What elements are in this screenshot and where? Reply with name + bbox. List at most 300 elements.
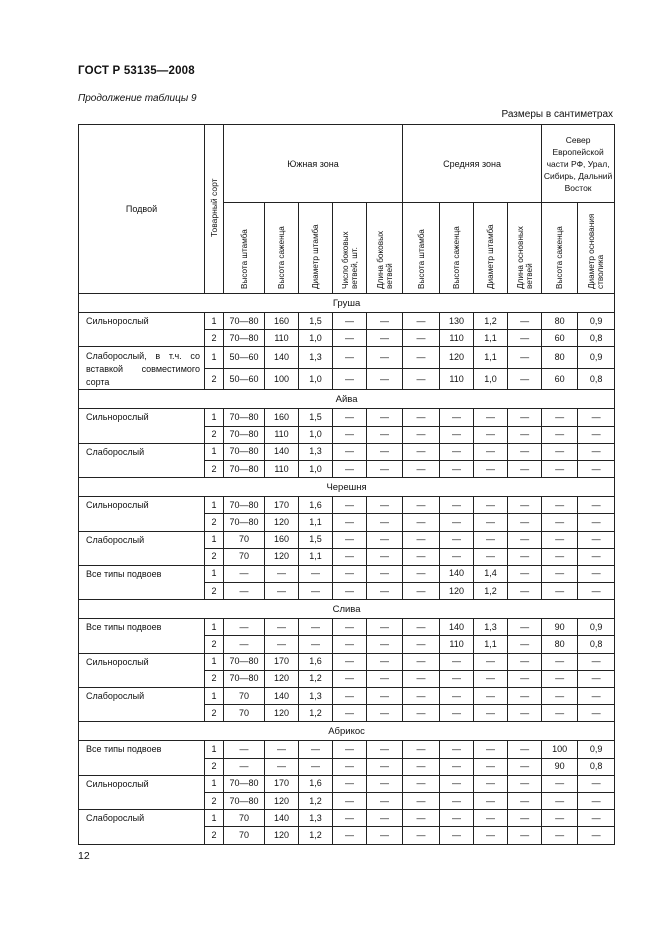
value-cell: — <box>440 497 474 514</box>
value-cell: — <box>224 565 265 582</box>
value-cell: 50—60 <box>224 368 265 390</box>
value-cell: — <box>508 705 542 722</box>
table-body <box>79 294 615 845</box>
value-cell: — <box>508 670 542 687</box>
value-cell: 80 <box>542 347 578 369</box>
value-cell: 170 <box>265 775 299 792</box>
value-cell: — <box>542 775 578 792</box>
sort-cell: 1 <box>205 688 224 705</box>
rootstock-name: Сильнорослый <box>79 313 205 347</box>
value-cell: — <box>333 619 367 636</box>
value-cell: 70—80 <box>224 443 265 460</box>
value-cell: — <box>440 688 474 705</box>
value-cell: — <box>440 775 474 792</box>
sort-cell: 2 <box>205 548 224 565</box>
value-cell: 0,9 <box>578 347 615 369</box>
table-row <box>79 688 615 705</box>
sort-cell: 1 <box>205 497 224 514</box>
value-cell: — <box>333 426 367 443</box>
value-cell: — <box>333 443 367 460</box>
value-cell: 1,3 <box>299 443 333 460</box>
value-cell: 60 <box>542 368 578 390</box>
value-cell: — <box>440 827 474 844</box>
value-cell: — <box>403 347 440 369</box>
value-cell: — <box>403 313 440 330</box>
value-cell: — <box>508 330 542 347</box>
value-cell: — <box>474 741 508 758</box>
value-cell: — <box>367 583 403 600</box>
value-cell: 0,8 <box>578 330 615 347</box>
section-row <box>79 722 615 741</box>
value-cell: 50—60 <box>224 347 265 369</box>
value-cell: — <box>224 619 265 636</box>
value-cell: — <box>403 426 440 443</box>
value-cell: — <box>333 741 367 758</box>
value-cell: 140 <box>440 619 474 636</box>
value-cell: — <box>299 619 333 636</box>
value-cell: — <box>403 670 440 687</box>
value-cell: — <box>224 758 265 775</box>
value-cell: — <box>403 792 440 809</box>
value-cell: — <box>578 792 615 809</box>
value-cell: — <box>403 688 440 705</box>
value-cell: — <box>440 653 474 670</box>
header-north-zone: Север Европейской части РФ, Урал, Сибирь, Дальний Восток <box>542 125 615 203</box>
value-cell: 1,3 <box>299 347 333 369</box>
value-cell: — <box>474 688 508 705</box>
value-cell: — <box>508 653 542 670</box>
table-row <box>79 565 615 582</box>
value-cell: — <box>474 443 508 460</box>
value-cell: — <box>440 792 474 809</box>
value-cell: 70—80 <box>224 514 265 531</box>
value-cell: — <box>403 330 440 347</box>
section-row <box>79 390 615 409</box>
value-cell: 160 <box>265 531 299 548</box>
value-cell: — <box>440 758 474 775</box>
value-cell: — <box>542 688 578 705</box>
value-cell: 140 <box>440 565 474 582</box>
value-cell: — <box>440 670 474 687</box>
section-row <box>79 478 615 497</box>
section-title: Груша <box>79 294 615 313</box>
value-cell: 70—80 <box>224 792 265 809</box>
value-cell: — <box>440 531 474 548</box>
value-cell: — <box>333 670 367 687</box>
sort-cell: 1 <box>205 531 224 548</box>
header-col: Высота штамба <box>403 203 440 294</box>
value-cell: — <box>578 653 615 670</box>
value-cell: — <box>403 827 440 844</box>
sort-cell: 2 <box>205 514 224 531</box>
value-cell: 70 <box>224 688 265 705</box>
value-cell: — <box>367 514 403 531</box>
section-title: Айва <box>79 390 615 409</box>
value-cell: — <box>367 443 403 460</box>
value-cell: 70—80 <box>224 426 265 443</box>
value-cell: — <box>508 409 542 426</box>
rootstock-name: Все типы подвоев <box>79 619 205 653</box>
value-cell: — <box>578 426 615 443</box>
value-cell: — <box>508 531 542 548</box>
value-cell: — <box>508 827 542 844</box>
value-cell: — <box>474 827 508 844</box>
value-cell: — <box>367 670 403 687</box>
value-cell: — <box>333 531 367 548</box>
value-cell: 70 <box>224 531 265 548</box>
table-row <box>79 409 615 426</box>
value-cell: — <box>367 347 403 369</box>
value-cell: — <box>474 758 508 775</box>
value-cell: 120 <box>265 670 299 687</box>
value-cell: — <box>578 775 615 792</box>
sort-cell: 1 <box>205 565 224 582</box>
value-cell: — <box>440 426 474 443</box>
rootstock-name: Сильнорослый <box>79 775 205 809</box>
value-cell: — <box>440 548 474 565</box>
value-cell: — <box>578 827 615 844</box>
value-cell: — <box>403 497 440 514</box>
header-col: Число боковых ветвей, шт. <box>333 203 367 294</box>
value-cell: 80 <box>542 313 578 330</box>
value-cell: 140 <box>265 347 299 369</box>
value-cell: — <box>367 653 403 670</box>
value-cell: — <box>474 426 508 443</box>
value-cell: — <box>333 792 367 809</box>
sort-cell: 1 <box>205 810 224 827</box>
sort-cell: 2 <box>205 460 224 477</box>
value-cell: — <box>474 705 508 722</box>
value-cell: — <box>440 810 474 827</box>
value-cell: 1,2 <box>474 313 508 330</box>
value-cell: — <box>578 443 615 460</box>
value-cell: — <box>299 741 333 758</box>
value-cell: 1,5 <box>299 409 333 426</box>
value-cell: 110 <box>265 426 299 443</box>
value-cell: — <box>403 565 440 582</box>
value-cell: — <box>367 810 403 827</box>
value-cell: — <box>508 347 542 369</box>
value-cell: 1,2 <box>299 670 333 687</box>
value-cell: — <box>578 514 615 531</box>
value-cell: — <box>403 443 440 460</box>
value-cell: — <box>265 741 299 758</box>
value-cell: — <box>333 548 367 565</box>
value-cell: 110 <box>265 460 299 477</box>
value-cell: — <box>403 583 440 600</box>
value-cell: — <box>508 583 542 600</box>
section-row <box>79 600 615 619</box>
sort-cell: 1 <box>205 775 224 792</box>
rootstock-name: Сильнорослый <box>79 497 205 531</box>
sort-cell: 2 <box>205 758 224 775</box>
value-cell: — <box>578 583 615 600</box>
value-cell: — <box>578 460 615 477</box>
value-cell: 90 <box>542 619 578 636</box>
value-cell: — <box>367 313 403 330</box>
value-cell: — <box>224 583 265 600</box>
value-cell: 70 <box>224 827 265 844</box>
value-cell: 70—80 <box>224 670 265 687</box>
rootstock-name: Слаборослый, в т.ч. со вставкой совместимого сорта <box>79 347 205 390</box>
value-cell: 60 <box>542 330 578 347</box>
value-cell: — <box>508 460 542 477</box>
value-cell: — <box>403 460 440 477</box>
value-cell: — <box>403 514 440 531</box>
value-cell: — <box>367 409 403 426</box>
value-cell: 0,8 <box>578 758 615 775</box>
value-cell: 1,1 <box>474 347 508 369</box>
value-cell: 70—80 <box>224 330 265 347</box>
value-cell: — <box>333 565 367 582</box>
value-cell: — <box>474 653 508 670</box>
table-row <box>79 775 615 792</box>
header-sort: Товарный сорт <box>205 125 224 294</box>
header-podvoy: Подвой <box>79 125 205 294</box>
rootstock-name: Все типы подвоев <box>79 741 205 775</box>
value-cell: — <box>367 636 403 653</box>
sort-cell: 2 <box>205 636 224 653</box>
value-cell: — <box>367 426 403 443</box>
value-cell: — <box>333 497 367 514</box>
value-cell: — <box>265 758 299 775</box>
sort-cell: 1 <box>205 653 224 670</box>
value-cell: — <box>333 653 367 670</box>
value-cell: 1,2 <box>299 705 333 722</box>
table-row <box>79 313 615 330</box>
table-row <box>79 741 615 758</box>
value-cell: — <box>508 514 542 531</box>
value-cell: — <box>578 670 615 687</box>
table-row <box>79 653 615 670</box>
section-title: Черешня <box>79 478 615 497</box>
value-cell: — <box>403 531 440 548</box>
value-cell: — <box>508 426 542 443</box>
value-cell: — <box>508 548 542 565</box>
value-cell: — <box>440 443 474 460</box>
value-cell: — <box>367 548 403 565</box>
value-cell: — <box>265 619 299 636</box>
value-cell: 1,2 <box>299 827 333 844</box>
value-cell: 1,3 <box>474 619 508 636</box>
sort-cell: 1 <box>205 409 224 426</box>
value-cell: 1,6 <box>299 497 333 514</box>
value-cell: — <box>578 705 615 722</box>
value-cell: — <box>508 368 542 390</box>
value-cell: — <box>578 688 615 705</box>
value-cell: 140 <box>265 688 299 705</box>
value-cell: — <box>367 531 403 548</box>
value-cell: — <box>542 583 578 600</box>
value-cell: 160 <box>265 313 299 330</box>
value-cell: 1,5 <box>299 313 333 330</box>
value-cell: — <box>367 705 403 722</box>
value-cell: — <box>474 409 508 426</box>
value-cell: 1,0 <box>299 368 333 390</box>
sort-cell: 2 <box>205 670 224 687</box>
value-cell: — <box>403 653 440 670</box>
value-cell: — <box>542 565 578 582</box>
value-cell: — <box>333 460 367 477</box>
value-cell: 1,6 <box>299 653 333 670</box>
value-cell: — <box>403 810 440 827</box>
value-cell: 1,6 <box>299 775 333 792</box>
value-cell: 120 <box>265 705 299 722</box>
value-cell: 70—80 <box>224 653 265 670</box>
value-cell: 1,0 <box>299 330 333 347</box>
value-cell: — <box>542 443 578 460</box>
document-code: ГОСТ Р 53135—2008 <box>78 65 195 77</box>
value-cell: — <box>542 497 578 514</box>
value-cell: — <box>333 827 367 844</box>
value-cell: — <box>367 775 403 792</box>
header-col: Длина боковых ветвей <box>367 203 403 294</box>
value-cell: 110 <box>440 368 474 390</box>
value-cell: — <box>367 565 403 582</box>
rootstock-name: Слаборослый <box>79 443 205 477</box>
value-cell: — <box>403 775 440 792</box>
value-cell: 1,1 <box>299 548 333 565</box>
units-note: Размеры в сантиметрах <box>501 109 613 120</box>
value-cell: 120 <box>265 514 299 531</box>
value-cell: — <box>367 460 403 477</box>
value-cell: — <box>333 705 367 722</box>
value-cell: — <box>578 531 615 548</box>
value-cell: — <box>265 636 299 653</box>
value-cell: — <box>542 426 578 443</box>
value-cell: — <box>508 810 542 827</box>
value-cell: — <box>333 636 367 653</box>
value-cell: 1,2 <box>299 792 333 809</box>
section-title: Слива <box>79 600 615 619</box>
value-cell: 120 <box>265 827 299 844</box>
value-cell: — <box>578 565 615 582</box>
value-cell: — <box>403 705 440 722</box>
value-cell: — <box>440 460 474 477</box>
value-cell: 1,1 <box>299 514 333 531</box>
value-cell: — <box>403 619 440 636</box>
value-cell: 110 <box>265 330 299 347</box>
value-cell: — <box>333 583 367 600</box>
value-cell: — <box>403 741 440 758</box>
value-cell: 110 <box>440 636 474 653</box>
value-cell: 100 <box>265 368 299 390</box>
rootstock-table <box>78 124 615 845</box>
section-row <box>79 294 615 313</box>
sort-cell: 2 <box>205 426 224 443</box>
sort-cell: 2 <box>205 827 224 844</box>
value-cell: — <box>508 313 542 330</box>
value-cell: — <box>224 636 265 653</box>
value-cell: 1,1 <box>474 636 508 653</box>
value-cell: — <box>542 514 578 531</box>
value-cell: — <box>474 497 508 514</box>
value-cell: — <box>474 670 508 687</box>
value-cell: 140 <box>265 443 299 460</box>
header-col: Высота саженца <box>542 203 578 294</box>
value-cell: — <box>367 792 403 809</box>
value-cell: — <box>333 330 367 347</box>
value-cell: — <box>440 741 474 758</box>
rootstock-name: Слаборослый <box>79 688 205 722</box>
value-cell: 70 <box>224 548 265 565</box>
value-cell: — <box>542 810 578 827</box>
value-cell: — <box>333 347 367 369</box>
value-cell: — <box>367 827 403 844</box>
value-cell: 120 <box>265 548 299 565</box>
section-title: Абрикос <box>79 722 615 741</box>
value-cell: — <box>299 583 333 600</box>
value-cell: — <box>367 688 403 705</box>
value-cell: 170 <box>265 653 299 670</box>
value-cell: — <box>265 565 299 582</box>
sort-cell: 2 <box>205 583 224 600</box>
value-cell: 0,8 <box>578 368 615 390</box>
value-cell: 0,9 <box>578 313 615 330</box>
sort-cell: 2 <box>205 368 224 390</box>
rootstock-name: Слаборослый <box>79 810 205 844</box>
value-cell: — <box>440 409 474 426</box>
header-col: Высота саженца <box>440 203 474 294</box>
value-cell: 1,3 <box>299 688 333 705</box>
header-south-zone: Южная зона <box>224 125 403 203</box>
value-cell: 130 <box>440 313 474 330</box>
value-cell: — <box>440 514 474 531</box>
value-cell: 120 <box>440 347 474 369</box>
value-cell: — <box>299 636 333 653</box>
value-cell: 80 <box>542 636 578 653</box>
sort-cell: 2 <box>205 705 224 722</box>
value-cell: 100 <box>542 741 578 758</box>
value-cell: — <box>474 810 508 827</box>
value-cell: 1,3 <box>299 810 333 827</box>
value-cell: — <box>367 741 403 758</box>
value-cell: — <box>333 775 367 792</box>
value-cell: — <box>224 741 265 758</box>
value-cell: 1,2 <box>474 583 508 600</box>
value-cell: — <box>508 741 542 758</box>
value-cell: — <box>403 758 440 775</box>
value-cell: 160 <box>265 409 299 426</box>
header-col: Высота штамба <box>224 203 265 294</box>
value-cell: 1,0 <box>299 460 333 477</box>
value-cell: — <box>333 313 367 330</box>
value-cell: — <box>508 758 542 775</box>
value-cell: — <box>508 565 542 582</box>
value-cell: 170 <box>265 497 299 514</box>
sort-cell: 2 <box>205 330 224 347</box>
value-cell: — <box>367 497 403 514</box>
value-cell: — <box>474 531 508 548</box>
value-cell: — <box>474 548 508 565</box>
table-continuation-caption: Продолжение таблицы 9 <box>78 93 197 104</box>
header-col: Высота саженца <box>265 203 299 294</box>
value-cell: 70—80 <box>224 775 265 792</box>
value-cell: — <box>542 531 578 548</box>
table-row <box>79 347 615 369</box>
value-cell: — <box>367 758 403 775</box>
value-cell: — <box>333 758 367 775</box>
rootstock-name: Слаборослый <box>79 531 205 565</box>
value-cell: — <box>333 514 367 531</box>
header-col: Диаметр штамба <box>474 203 508 294</box>
value-cell: — <box>474 792 508 809</box>
value-cell: — <box>265 583 299 600</box>
value-cell: — <box>542 460 578 477</box>
value-cell: — <box>403 409 440 426</box>
value-cell: — <box>474 775 508 792</box>
value-cell: — <box>542 548 578 565</box>
